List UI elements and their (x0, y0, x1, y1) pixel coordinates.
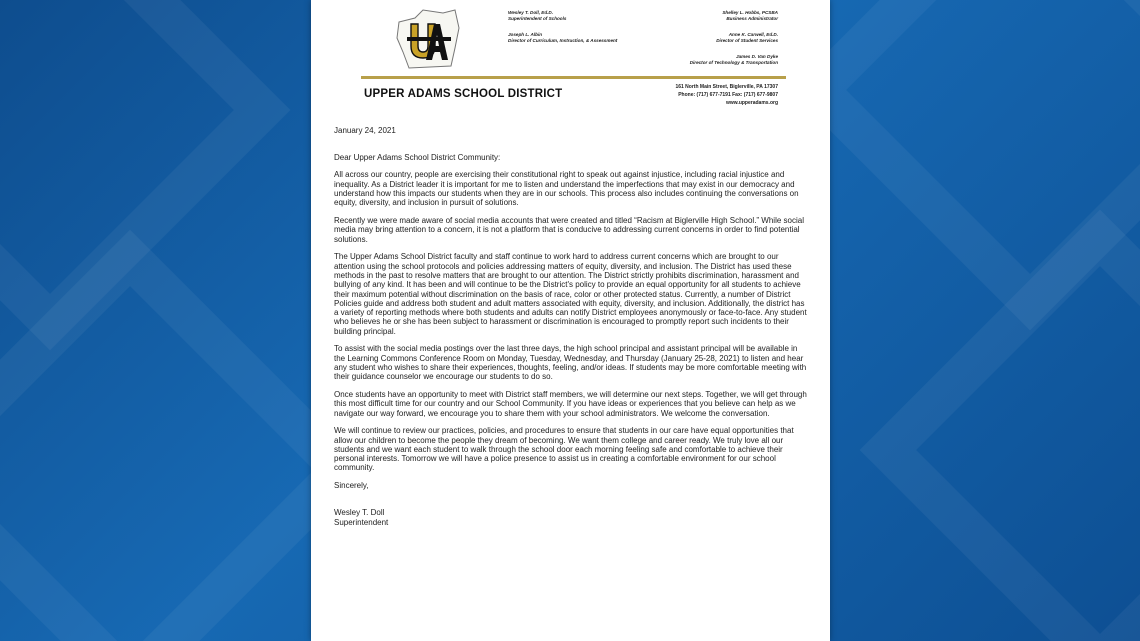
admin-title: Director of Curriculum, Instruction, & Assessment (508, 38, 618, 43)
letterhead-divider (361, 76, 786, 79)
paragraph: To assist with the social media postings over the last three days, the high school principal and assistant principal will be available in the Learning Commons Conference Room on Monday, Tuesday, Wednesday, and Thursday (January 25-28, 2021) to listen and hear any student who wishes to share their experiences, thoughts, feeling, and/or ideas. If students may be more comfortable meeting with their guidance counselor we encourage our students to do so. (334, 344, 807, 382)
admin-name: James D. Van Dyke (736, 54, 778, 59)
admin-right-3 (690, 54, 778, 66)
closing: Sincerely, (334, 481, 369, 491)
paragraph: The Upper Adams School District faculty and staff continue to work hard to address current concerns which are brought to our attention using the school protocols and policies addressing matters of equity, diversity, and inclusion. The District has used these methods in the past to resolve matters that are brought to our attention. The District strictly prohibits discrimination, harassment and bullying of any kind. It has been and will continue to be the District's policy to provide an equal opportunity for all students to achieve their maximum potential without discrimination on the basis of race, color or other protected status. Currently, a number of District Policies guide and address both student and adult matters associated with equity, diversity, and inclusion. Additionally, the district has a variety of reporting methods where both students and adults can notify District employees anonymously or face-to-face. Any student who believes he or she has been subject to harassment or discrimination is encouraged to promptly report such incidents to their building principal. (334, 252, 807, 336)
letter-page (311, 0, 830, 641)
admin-name: Joseph L. Albin (508, 32, 543, 37)
letter-date: January 24, 2021 (334, 126, 396, 135)
signer-title: Superintendent (334, 517, 389, 527)
phone-fax: Phone: (717) 677-7191 Fax: (717) 677-9807 (678, 91, 778, 98)
paragraph: All across our country, people are exercising their constitutional right to speak out against injustice, including racial injustice and inequality. As a District leader it is important for me to listen and understand the imperfections that may exist in our democracy and understand how this impacts our students when they are in our schools. This process also includes continuing the conversations on equity, diversity, and inclusion in pursuit of solutions. (334, 170, 799, 208)
admin-title: Director of Student Services (716, 38, 778, 43)
admin-left-1 (508, 10, 566, 22)
admin-title: Business Administrator (726, 16, 778, 21)
ua-logo-icon (393, 8, 463, 70)
admin-right-1 (722, 10, 778, 22)
paragraph: We will continue to review our practices, policies, and procedures to ensure that students in our care have equal opportunities that allow our children to become the people they dream of becoming. We want them college and career ready. We truly love all our students and we want each student to walk through the school door each morning feeling safe and comfortable to achieve their personal interests. Tomorrow we will have a police presence to assist us in creating a comfortable environment for our school community. (334, 426, 794, 473)
address: 161 North Main Street, Biglerville, PA 17307 (675, 84, 778, 90)
admin-name: Shelley L. Hobbs, PCSBA (722, 10, 778, 15)
admin-title: Director of Technology & Transportation (689, 60, 778, 65)
paragraph: Recently we were made aware of social media accounts that were created and titled “Racism at Biglerville High School.” While social media may bring attention to a concern, it is not a platform that is conducive to addressing current concerns in order to find potential solutions. (334, 216, 804, 244)
admin-title: Superintendent of Schools (508, 16, 567, 21)
website: www.upperadams.org (725, 99, 778, 106)
paragraph: Once students have an opportunity to meet with District staff members, we will determine our next steps. Together, we will get through this most difficult time for our country and our School Community. If you have ideas or experiences that you believe can help as we navigate our way forward, we encourage you to share them with your school administrators. We welcome the conversation. (334, 389, 807, 418)
letter-body (334, 126, 807, 527)
admin-name: Anne K. Carwell, Ed.D. (728, 32, 778, 37)
contact-block (675, 84, 778, 107)
salutation: Dear Upper Adams School District Community: (334, 152, 501, 162)
signer-name: Wesley T. Doll (334, 508, 385, 518)
district-name: UPPER ADAMS SCHOOL DISTRICT (364, 88, 563, 100)
admin-right-2 (716, 32, 778, 44)
admin-left-2 (508, 32, 617, 44)
admin-name: Wesley T. Doll, Ed.D. (508, 10, 554, 15)
